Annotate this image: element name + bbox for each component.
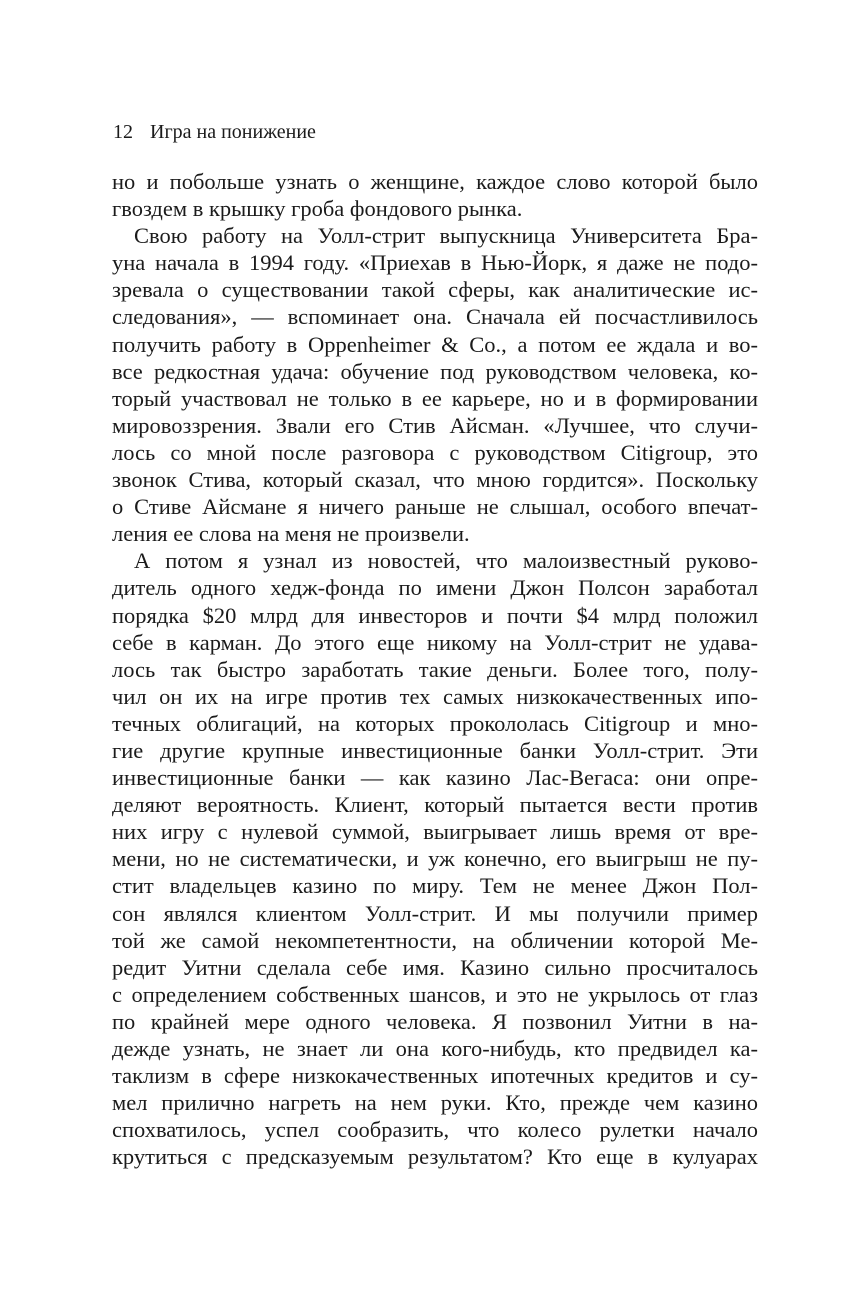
- text-line: мени, но не систематически, и уж конечно, его выигрыш не пу-: [112, 846, 758, 872]
- text-line: сон являлся клиентом Уолл-стрит. И мы получили пример: [112, 900, 758, 926]
- page-header: [113, 120, 316, 144]
- text-line: зревала о существовании такой сферы, как аналитические ис-: [112, 277, 758, 303]
- running-title: Игра на понижение: [150, 121, 316, 143]
- text-line: той же самой некомпетентности, на обличении которой Ме-: [112, 927, 758, 953]
- text-line: все редкостная удача: обучение под руководством человека, ко-: [112, 358, 758, 384]
- text-line: о Стиве Айсмане я ничего раньше не слышал, особого впечат-: [112, 494, 758, 520]
- paragraph-3: [112, 547, 758, 1170]
- text-line: дитель одного хедж-фонда по имени Джон Полсон заработал: [112, 575, 758, 601]
- text-line: торый участвовал не только в ее карьере, но и в формировании: [112, 385, 758, 411]
- text-line: деляют вероятность. Клиент, который пытается вести против: [112, 792, 758, 818]
- text-line: с определением собственных шансов, и это не укрылось от глаз: [112, 981, 758, 1007]
- text-line: получить работу в Oppenheimer & Co., а потом ее ждала и во-: [112, 331, 758, 357]
- text-line: А потом я узнал из новостей, что малоизвестный руково-: [134, 548, 758, 574]
- text-line: стит владельцев казино по миру. Тем не менее Джон Пол-: [112, 873, 758, 899]
- paragraph-2: [112, 222, 758, 547]
- text-line: инвестиционные банки — как казино Лас-Вегаса: они опре-: [112, 765, 758, 791]
- text-line: гвоздем в крышку гроба фондового рынка.: [112, 196, 523, 222]
- text-line: течных облигаций, на которых прокололась Citigroup и мно-: [112, 710, 758, 736]
- text-line: спохватилось, успел сообразить, что колесо рулетки начало: [112, 1117, 758, 1143]
- text-line: чил он их на игре против тех самых низкокачественных ипо-: [112, 683, 758, 709]
- body-text: [112, 168, 758, 1170]
- text-line: себе в карман. До этого еще никому на Уолл-стрит не удава-: [112, 629, 758, 655]
- text-line: но и побольше узнать о женщине, каждое слово которой было: [112, 169, 758, 194]
- text-line: по крайней мере одного человека. Я позвонил Уитни в на-: [112, 1008, 758, 1034]
- page-number: 12: [113, 121, 133, 143]
- text-line: уна начала в 1994 году. «Приехав в Нью-Йорк, я даже не подо-: [112, 250, 758, 276]
- text-line: гие другие крупные инвестиционные банки Уолл-стрит. Эти: [112, 737, 758, 763]
- text-line: ления ее слова на меня не произвели.: [112, 521, 470, 547]
- text-line: мел прилично нагреть на нем руки. Кто, прежде чем казино: [112, 1090, 758, 1116]
- text-line: редит Уитни сделала себе имя. Казино сильно просчиталось: [112, 954, 758, 980]
- text-line: таклизм в сфере низкокачественных ипотечных кредитов и су-: [112, 1063, 758, 1089]
- text-line: следования», — вспоминает она. Сначала ей посчастливилось: [112, 304, 758, 330]
- text-line: мировоззрения. Звали его Стив Айсман. «Лучшее, что случи-: [112, 412, 758, 438]
- paragraph-1: [112, 168, 758, 222]
- text-line: дежде узнать, не знает ли она кого-нибудь, кто предвидел ка-: [112, 1036, 758, 1061]
- text-line: лось так быстро заработать такие деньги. Более того, полу-: [112, 656, 758, 682]
- text-line: порядка $20 млрд для инвесторов и почти $4 млрд положил: [112, 602, 758, 628]
- text-line: Свою работу на Уолл-стрит выпускница Университета Бра-: [134, 223, 758, 249]
- text-line: них игру с нулевой суммой, выигрывает лишь время от вре-: [112, 819, 758, 845]
- text-line: звонок Стива, который сказал, что мною гордится». Поскольку: [112, 467, 758, 493]
- text-line: крутиться с предсказуемым результатом? Кто еще в кулуарах: [112, 1144, 758, 1170]
- text-line: лось со мной после разговора с руководством Citigroup, это: [112, 439, 758, 465]
